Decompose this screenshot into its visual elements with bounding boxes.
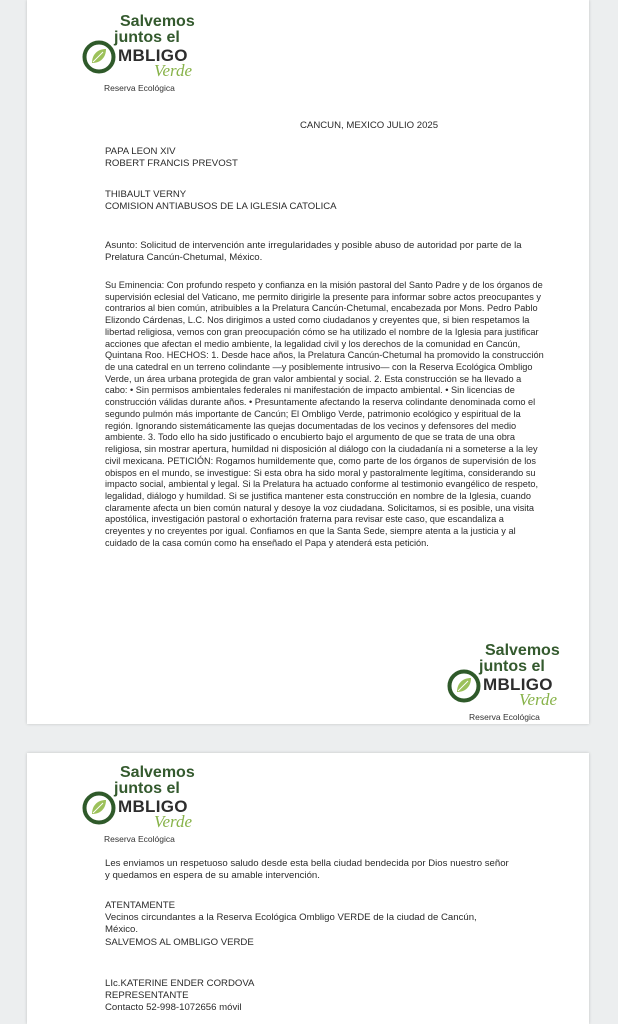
ombligo-verde-logo-page2 [82, 763, 212, 849]
ombligo-verde-logo-bottom [447, 641, 577, 727]
logo-line-3: MBLIGO [118, 46, 188, 65]
logo-line-4: Verde [519, 690, 558, 709]
logo-subtitle: Reserva Ecológica [469, 712, 540, 722]
recipient-3: THIBAULT VERNY [105, 189, 187, 200]
letter-subject: Asunto: Solicitud de intervención ante irregularidades y posible abuso de autoridad por parte de la Prelatura Cancún-Chetumal, México. [105, 240, 522, 263]
leaf-circle-icon [447, 669, 481, 703]
leaf-circle-icon [82, 791, 116, 825]
logo-line-2: juntos el [114, 29, 180, 46]
signature-title: REPRESENTANTE [105, 990, 189, 1001]
logo-line-3: MBLIGO [118, 797, 188, 816]
letter-date: CANCUN, MEXICO JULIO 2025 [300, 120, 439, 131]
logo-line-1: Salvemos [120, 13, 195, 30]
ombligo-verde-logo-top [82, 12, 212, 98]
logo-line-1: Salvemos [120, 764, 195, 781]
letter-body: Su Eminencia: Con profundo respeto y confianza en la misión pastoral del Santo Padre y de los órganos de supervisión eclesial del Vaticano, me permito dirigirle la presente para informar sobre actos preocupantes y contrarios al bien común, atribuibles a la Prelatura Cancún-Chetumal, encabezada por Mons. Pedro Pablo Elizondo Cárdenas, L.C. Nos dirigimos a usted como ciudadanos y creyentes que, si bien respetamos la libertad religiosa, vemos con gran preocupación cómo se ha utilizado el nombre de la Iglesia para justificar acciones que afectan el medio ambiente, la legalidad civil y los derechos de la comunidad en Cancún, Quintana Roo. HECHOS: 1. Desde hace años, la Prelatura Cancún-Chetumal ha promovido la construcción de una catedral en un terreno colindante —y posiblemente intrusivo— con la Reserva Ecológica Ombligo Verde, un área urbana protegida de gran valor ambiental y social. 2. Esta construcción se ha llevado a cabo: • Sin permisos ambientales federales ni manifestación de impacto ambiental. • Sin licencias de construcción válidas durante años. • Presuntamente afectando la reserva colindante denominada como el segundo pulmón más importante de Cancún; El Ombligo Verde, patrimonio ecológico y espiritual de la región. Ignorando sistemáticamente las quejas documentadas de los vecinos y defensores del medio ambiente. 3. Todo ello ha sido justificado o encubierto bajo el argumento de que se trata de una obra religiosa, sin mostrar apertura, humildad ni disposición al diálogo con la ciudadanía ni a someterse a la ley civil mexicana. PETICIÓN: Rogamos humildemente que, como parte de los órganos de supervisión de los obispos en el mundo, se investigue: Si esta obra ha sido moral y pastoralmente legítima, considerando su impacto social, ambiental y legal. Si la Prelatura ha actuado conforme al testimonio evangélico de respeto, legalidad, diálogo y humildad. Si se justifica mantener esta construcción en nombre de la Iglesia, cuando claramente afecta un bien común natural y desoye la voz ciudadana. Solicitamos, si es posible, una visita apostólica, investigación pastoral o exhortación fraterna para revisar este caso, que escandaliza a creyentes y no creyentes por igual. Confiamos en que la Santa Sede, siempre atenta a la justicia y al cuidado de la casa común como ha enseñado el Papa y atenderá esta petición. [105, 280, 544, 548]
letter-page-1 [27, 0, 589, 724]
signature-name: LIc.KATERINE ENDER CORDOVA [105, 978, 255, 989]
closing-atentamente: ATENTAMENTE [105, 900, 175, 911]
recipient-2: ROBERT FRANCIS PREVOST [105, 158, 238, 169]
recipient-4: COMISION ANTIABUSOS DE LA IGLESIA CATOLICA [105, 201, 337, 212]
closing-greeting: Les enviamos un respetuoso saludo desde esta bella ciudad bendecida por Dios nuestro señor y quedamos en espera de su amable intervención. [105, 858, 509, 881]
signers-line: Vecinos circundantes a la Reserva Ecológica Ombligo VERDE de la ciudad de Cancún, México. [105, 912, 477, 935]
motto-line: SALVEMOS AL OMBLIGO VERDE [105, 937, 254, 948]
logo-subtitle: Reserva Ecológica [104, 834, 175, 844]
logo-line-2: juntos el [479, 658, 545, 675]
leaf-circle-icon [82, 40, 116, 74]
logo-line-1: Salvemos [485, 642, 560, 659]
logo-line-4: Verde [154, 812, 193, 831]
logo-line-3: MBLIGO [483, 675, 553, 694]
contact-line: Contacto 52-998-1072656 móvil [105, 1002, 242, 1013]
recipient-1: PAPA LEON XIV [105, 146, 176, 157]
letter-page-2 [27, 753, 589, 1024]
logo-subtitle: Reserva Ecológica [104, 83, 175, 93]
logo-line-2: juntos el [114, 780, 180, 797]
logo-line-4: Verde [154, 61, 193, 80]
